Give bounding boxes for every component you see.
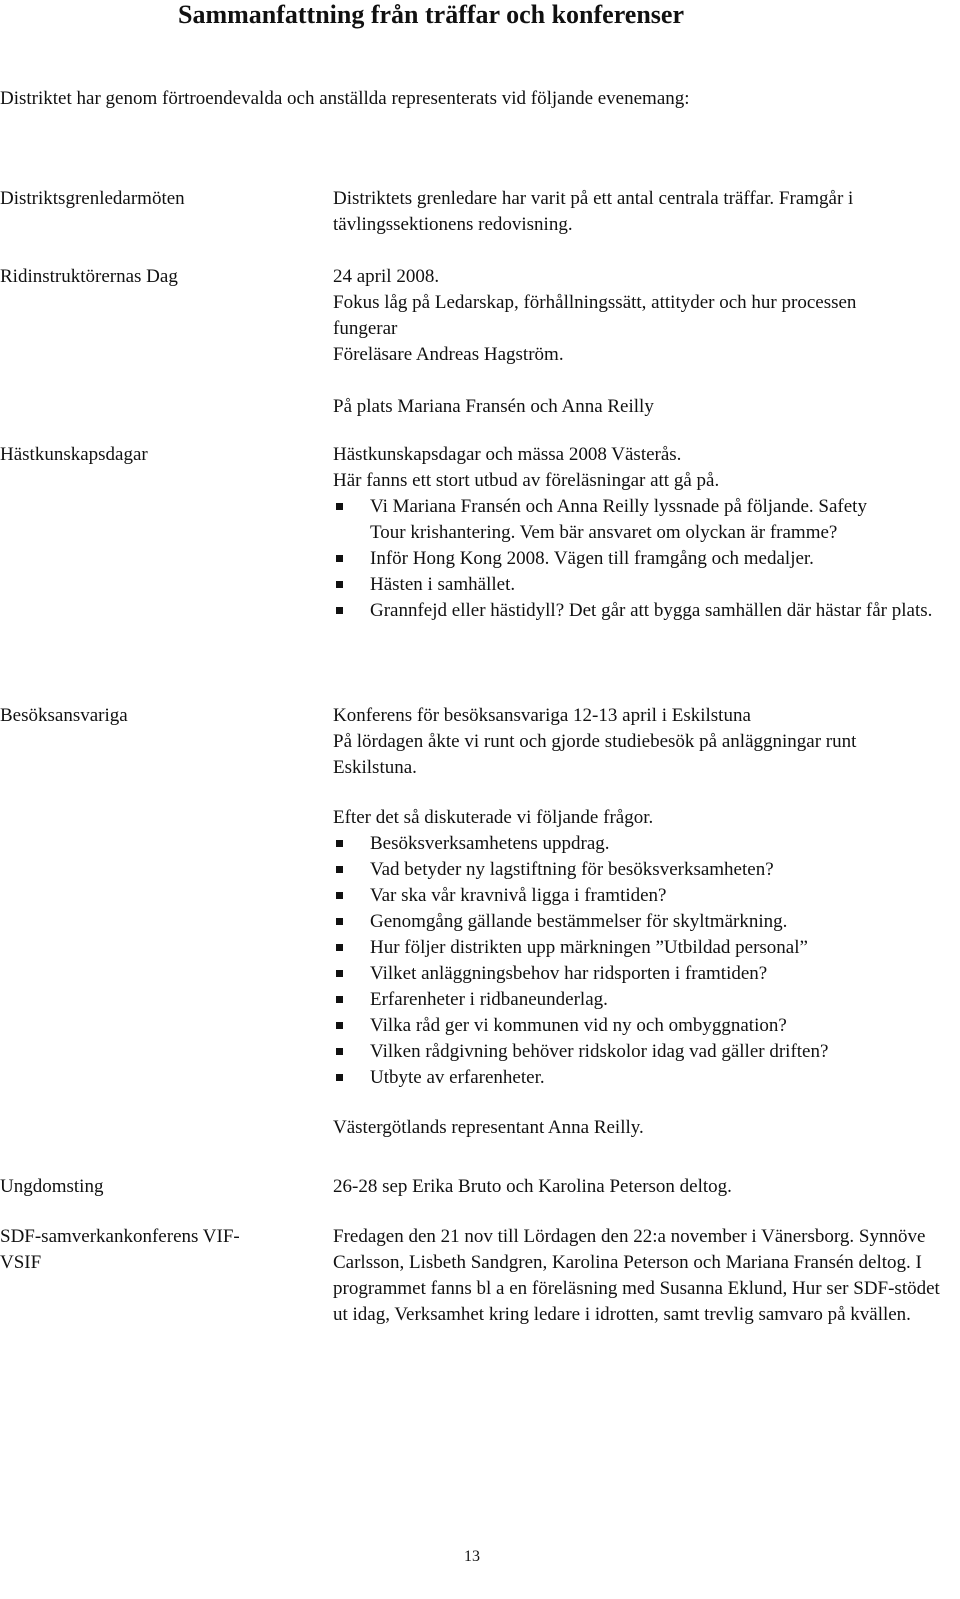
section-text: Hästkunskapsdagar och mässa 2008 Västerås. xyxy=(333,444,682,465)
section-text: Konferens för besöksansvariga 12-13 april i Eskilstuna xyxy=(333,705,751,726)
page-title: Sammanfattning från träffar och konferenser xyxy=(178,0,684,29)
section-text: Här fanns ett stort utbud av föreläsningar att gå på. xyxy=(333,470,720,491)
section-label-distriktsgrenledarmoten: Distriktsgrenledarmöten xyxy=(0,188,185,209)
list-item: Var ska vår kravnivå ligga i framtiden? xyxy=(333,883,923,909)
section-content-distriktsgrenledarmoten xyxy=(333,186,933,238)
section-content-ridinstruktorernas-dag xyxy=(333,264,893,420)
section-content-besoksansvariga xyxy=(333,703,923,1141)
section-text: Västergötlands representant Anna Reilly. xyxy=(333,1117,644,1138)
intro-text: Distriktet har genom förtroendevalda och anställda representerats vid följande evenemang: xyxy=(0,88,690,109)
list-item: Vilka råd ger vi kommunen vid ny och ombyggnation? xyxy=(333,1013,923,1039)
bullet-list xyxy=(333,831,923,1091)
list-item: Vad betyder ny lagstiftning för besöksverksamheten? xyxy=(333,857,923,883)
section-text: Föreläsare Andreas Hagström. xyxy=(333,344,564,365)
section-text: Fokus låg på Ledarskap, förhållningssätt, attityder och hur processen fungerar xyxy=(333,292,857,339)
list-item: Hur följer distrikten upp märkningen ”Utbildad personal” xyxy=(333,935,923,961)
bullet-list xyxy=(333,494,955,624)
list-item: Genomgång gällande bestämmelser för skyltmärkning. xyxy=(333,909,923,935)
section-text: 26-28 sep Erika Bruto och Karolina Peterson deltog. xyxy=(333,1176,732,1197)
section-label-hastkunskapsdagar: Hästkunskapsdagar xyxy=(0,444,148,465)
section-text: Fredagen den 21 nov till Lördagen den 22:a november i Vänersborg. Synnöve Carlsson, Lisbeth Sandgren, Karolina Peterson och Mariana Fransén deltog. I programmet fanns bl a en föreläsning med Susanna Eklund, Hur ser SDF-stödet ut idag, Verksamhet kring ledare i idrotten, samt trevlig samvaro på kvällen. xyxy=(333,1226,940,1325)
page-number: 13 xyxy=(464,1548,480,1565)
section-label-besoksansvariga: Besöksansvariga xyxy=(0,705,128,726)
section-label-ungdomsting: Ungdomsting xyxy=(0,1176,104,1197)
section-content-sdf-samverkankonferens xyxy=(333,1224,955,1328)
list-item: Utbyte av erfarenheter. xyxy=(333,1065,923,1091)
list-item: Inför Hong Kong 2008. Vägen till framgång och medaljer. xyxy=(333,546,955,572)
list-item: Vi Mariana Fransén och Anna Reilly lyssnade på följande. Safety Tour krishantering. Vem bär ansvaret om olyckan är framme? xyxy=(333,494,890,546)
section-text: Efter det så diskuterade vi följande frågor. xyxy=(333,807,654,828)
section-content-ungdomsting xyxy=(333,1174,955,1200)
list-item: Besöksverksamhetens uppdrag. xyxy=(333,831,923,857)
list-item: Vilken rådgivning behöver ridskolor idag vad gäller driften? xyxy=(333,1039,923,1065)
section-text: Distriktets grenledare har varit på ett antal centrala träffar. Framgår i tävlingssektionens redovisning. xyxy=(333,188,854,235)
section-label-ridinstruktorernas-dag: Ridinstruktörernas Dag xyxy=(0,266,178,287)
section-content-hastkunskapsdagar xyxy=(333,442,955,624)
list-item: Vilket anläggningsbehov har ridsporten i framtiden? xyxy=(333,961,923,987)
list-item: Grannfejd eller hästidyll? Det går att bygga samhällen där hästar får plats. xyxy=(333,598,955,624)
event-date: 24 april 2008. xyxy=(333,266,440,287)
list-item: Hästen i samhället. xyxy=(333,572,955,598)
list-item: Erfarenheter i ridbaneunderlag. xyxy=(333,987,923,1013)
section-label-sdf-samverkankonferens: SDF-samverkankonferens VIF-VSIF xyxy=(0,1226,240,1273)
section-text: På lördagen åkte vi runt och gjorde studiebesök på anläggningar runt Eskilstuna. xyxy=(333,731,857,778)
section-text: På plats Mariana Fransén och Anna Reilly xyxy=(333,396,654,417)
